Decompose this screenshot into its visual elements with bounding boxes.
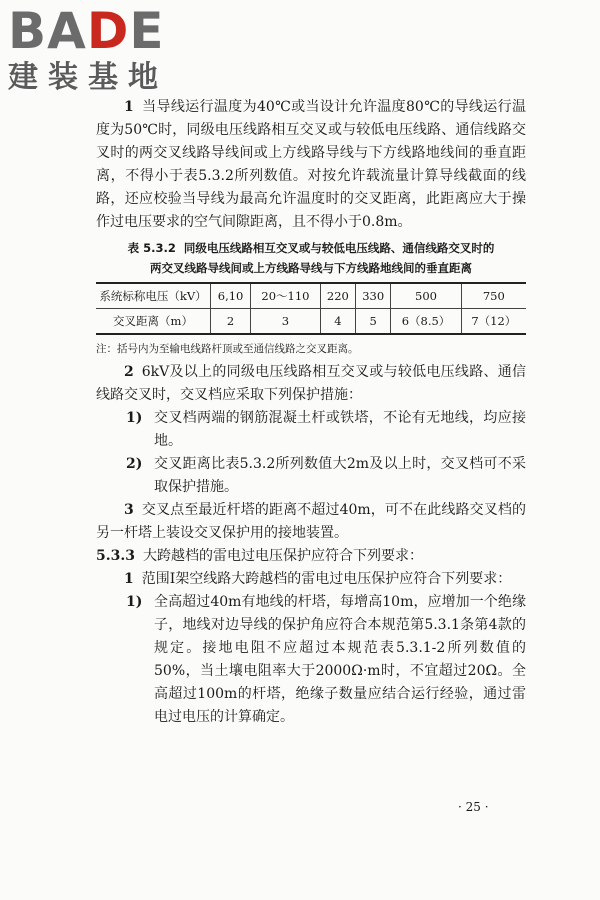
list-item <box>126 453 526 499</box>
table-cell: 2 <box>211 309 251 335</box>
clause-text: 6kV及以上的同级电压线路相互交叉或与较低电压线路、通信线路交叉时，交叉档应采取下列保护措施： <box>96 364 526 403</box>
clause-number: 2 <box>124 364 134 380</box>
logo <box>8 4 208 96</box>
table-cell: 4 <box>320 309 355 335</box>
document-page <box>96 96 526 729</box>
page-number: · 25 · <box>458 800 489 814</box>
table-cell: 7（12） <box>461 309 526 335</box>
table-title-line1: 同级电压线路相互交叉或与较低电压线路、通信线路交叉时的 <box>183 241 495 255</box>
list-marker: 1) <box>126 594 143 610</box>
list-marker: 2) <box>126 456 143 472</box>
list-item <box>126 591 526 729</box>
list-text: 全高超过40m有地线的杆塔，每增高10m，应增加一个绝缘子，地线对边导线的保护角应符合本规范第5.3.1条第4款的规定。接地电阻不应超过本规范表5.3.1-2所列数值的50%，当土壤电阻率大于2000Ω·m时，不宜超过20Ω。全高超过100m的杆塔，绝缘子数量应结合运行经验，通过雷电过电压的计算确定。 <box>154 594 526 725</box>
table-cell: 20～110 <box>251 283 321 309</box>
clause-number: 1 <box>124 99 134 115</box>
table-cell: 3 <box>251 309 321 335</box>
table-note: 注：括号内为至输电线路杆顶或至通信线路之交叉距离。 <box>96 343 359 355</box>
section-text: 大跨越档的雷电过电压保护应符合下列要求： <box>142 548 423 564</box>
section-5-3-3 <box>96 545 526 568</box>
logo-text-accent: D <box>86 2 130 60</box>
table-row <box>96 309 526 335</box>
clause-2 <box>96 361 526 407</box>
table-cell: 5 <box>356 309 391 335</box>
table-cell: 500 <box>391 283 461 309</box>
table-row <box>96 283 526 309</box>
table-cell: 750 <box>461 283 526 309</box>
clause-text: 交叉点至最近杆塔的距离不超过40m，可不在此线路交叉档的另一杆塔上装设交叉保护用的接地装置。 <box>96 502 526 541</box>
clause-3 <box>96 499 526 545</box>
clause-1 <box>96 96 526 234</box>
clause-text: 当导线运行温度为40℃或当设计允许温度80℃的导线运行温度为50℃时，同级电压线路相互交叉或与较低电压线路、通信线路交叉时的两交叉线路导线间或上方线路导线与下方线路地线间的垂直距离，不得小于表5.3.2所列数值。对按允许载流量计算导线截面的线路，还应校验当导线为最高允许温度时的交叉距离，此距离应大于操作过电压要求的空气间隙距离，且不得小于0.8m。 <box>96 99 526 230</box>
logo-chinese: 建装基地 <box>8 60 168 95</box>
table-cell: 330 <box>356 283 391 309</box>
clause-number: 1 <box>124 571 134 587</box>
logo-text-tail: E <box>129 2 165 60</box>
table-cell: 220 <box>320 283 355 309</box>
distance-table <box>96 282 526 335</box>
list-text: 交叉距离比表5.3.2所列数值大2m及以上时，交叉档可不采取保护措施。 <box>154 456 526 495</box>
table-cell: 6（8.5） <box>391 309 461 335</box>
table-cell: 系统标称电压（kV） <box>96 283 211 309</box>
table-title-line2: 两交叉线路导线间或上方线路导线与下方线路地线间的垂直距离 <box>150 261 472 275</box>
list-item <box>126 407 526 453</box>
table-number: 表 5.3.2 <box>127 241 176 255</box>
table-cell: 6,10 <box>211 283 251 309</box>
table-cell: 交叉距离（m） <box>96 309 211 335</box>
logo-text-main: BA <box>8 2 87 60</box>
clause-number: 3 <box>124 502 134 518</box>
clause-5-3-3-1 <box>96 568 526 591</box>
clause-text: 范围Ⅰ架空线路大跨越档的雷电过电压保护应符合下列要求： <box>141 571 512 587</box>
list-text: 交叉档两端的钢筋混凝土杆或铁塔，不论有无地线，均应接地。 <box>154 410 526 449</box>
table-caption <box>96 238 526 278</box>
section-number: 5.3.3 <box>96 548 135 564</box>
logo-wordmark <box>8 4 208 58</box>
list-marker: 1) <box>126 410 143 426</box>
